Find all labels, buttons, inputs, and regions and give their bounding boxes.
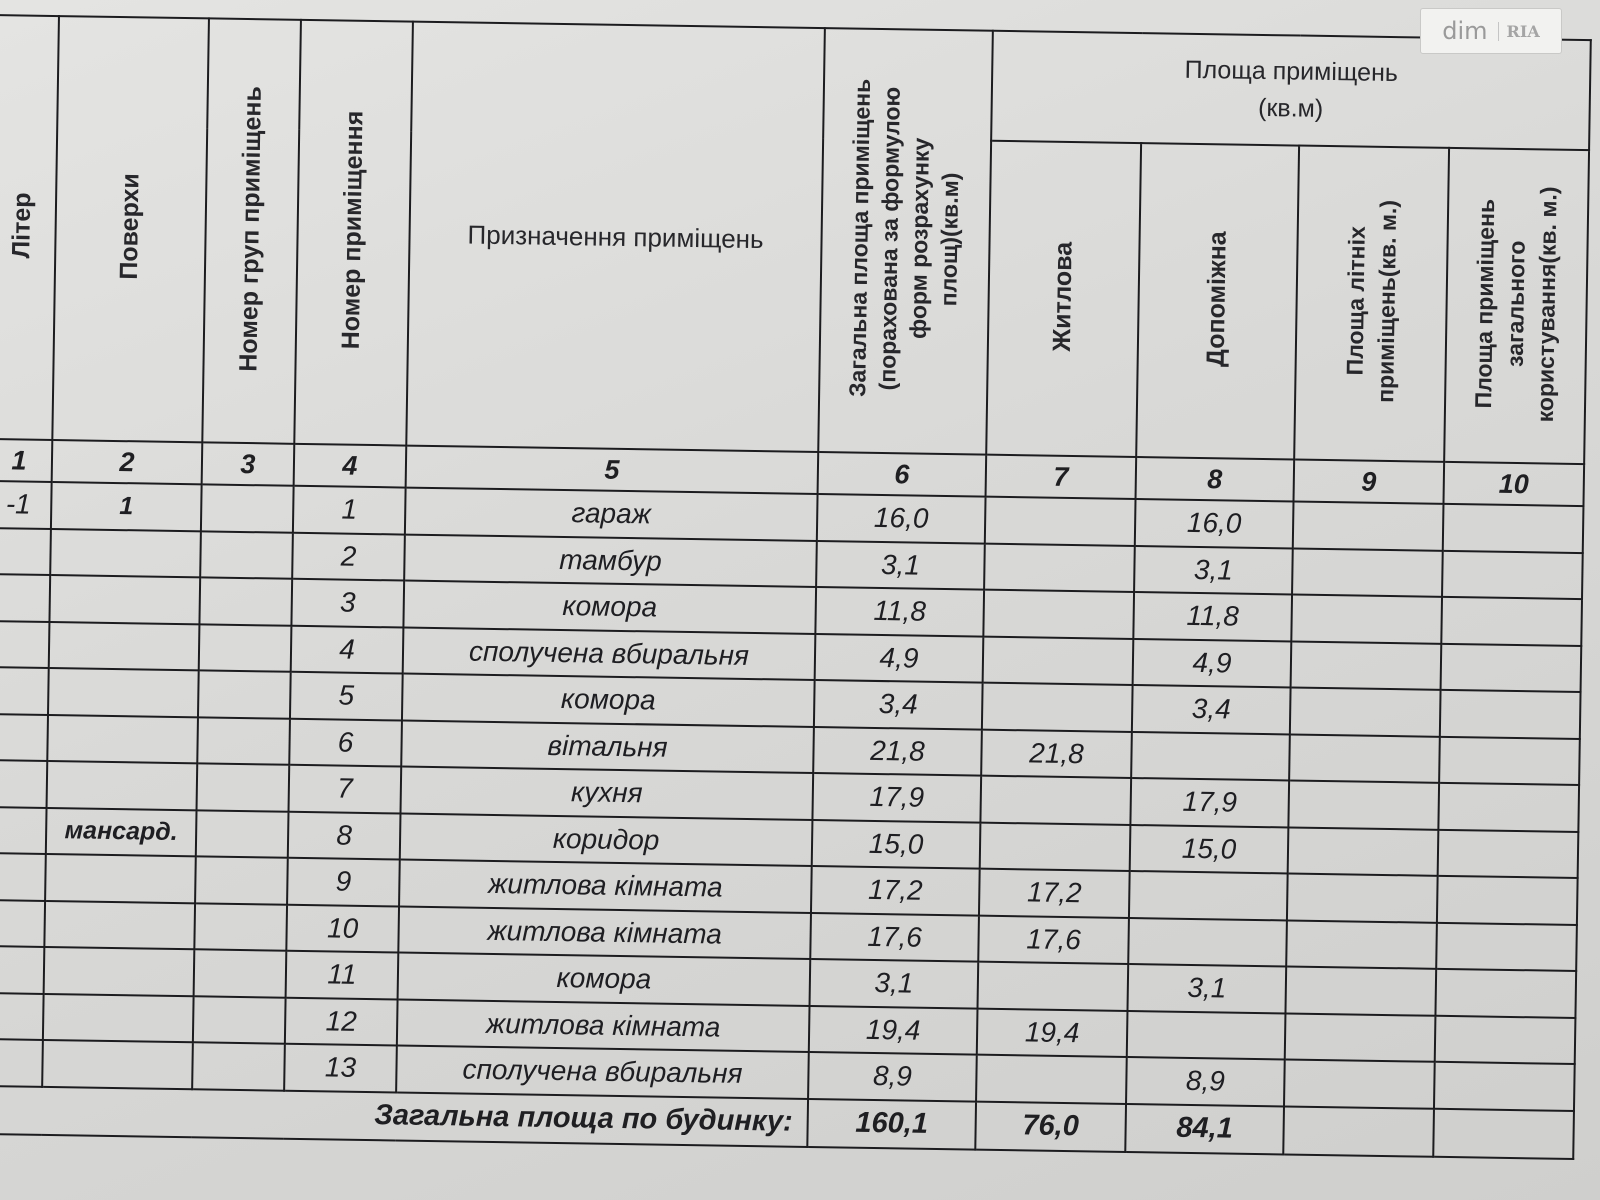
- row-auxiliary-area: 11,8: [1133, 592, 1292, 641]
- row-living-area: [985, 497, 1136, 546]
- summer-area-sum: [1283, 1106, 1434, 1156]
- row-living-area: [980, 776, 1131, 825]
- column-number: 4: [294, 444, 407, 488]
- watermark-brand: RIA: [1498, 22, 1540, 41]
- row-total-area: 8,9: [808, 1052, 977, 1101]
- row-floor: [44, 900, 195, 949]
- row-auxiliary-area: [1127, 1010, 1286, 1059]
- column-number: 3: [202, 442, 295, 485]
- row-living-area: 17,2: [979, 869, 1130, 918]
- row-total-area: 11,8: [815, 587, 984, 636]
- row-auxiliary-area: 15,0: [1130, 824, 1289, 873]
- row-total-area: 21,8: [813, 726, 982, 775]
- row-total-area: 17,6: [810, 912, 979, 961]
- row-common-area: [1439, 736, 1580, 785]
- row-living-area: [982, 683, 1133, 732]
- row-total-area: 3,4: [814, 680, 983, 729]
- row-group-number: [194, 949, 287, 997]
- header-total-area-line1: Загальна площа приміщень: [844, 78, 876, 398]
- row-floor: мансард.: [46, 807, 197, 856]
- row-auxiliary-area: 3,4: [1132, 685, 1291, 734]
- row-liter: [0, 806, 47, 854]
- row-floor: [42, 1040, 193, 1089]
- row-floor: [49, 575, 200, 624]
- column-number: 9: [1294, 460, 1445, 504]
- row-group-number: [196, 810, 289, 858]
- row-group-number: [200, 531, 293, 579]
- row-liter: [0, 713, 48, 761]
- row-total-area: 19,4: [809, 1005, 978, 1054]
- row-auxiliary-area: [1128, 917, 1287, 966]
- row-group-number: [192, 1042, 285, 1090]
- row-total-area: 17,9: [812, 773, 981, 822]
- header-living: Житлова: [986, 141, 1141, 457]
- row-group-number: [201, 484, 294, 532]
- row-common-area: [1435, 1015, 1576, 1064]
- row-liter: -1: [0, 481, 52, 529]
- row-summer-area: [1290, 687, 1441, 736]
- row-auxiliary-area: [1131, 731, 1290, 780]
- row-auxiliary-area: 17,9: [1130, 778, 1289, 827]
- row-common-area: [1441, 597, 1582, 646]
- row-auxiliary-area: [1129, 871, 1288, 920]
- row-summer-area: [1288, 827, 1439, 876]
- area-table-sheet: [0, 14, 1600, 1180]
- header-total-area-line4: площ)(кв.м): [935, 172, 964, 307]
- row-floor: [45, 854, 196, 903]
- header-liter: Літер: [0, 15, 59, 440]
- column-number: 7: [986, 455, 1137, 499]
- row-total-area: 16,0: [817, 494, 986, 543]
- row-total-area: 4,9: [815, 634, 984, 683]
- row-auxiliary-area: 3,1: [1134, 546, 1293, 595]
- row-liter: [0, 574, 50, 622]
- living-area-sum: 76,0: [975, 1101, 1126, 1151]
- row-floor: [47, 761, 198, 810]
- row-group-number: [195, 856, 288, 904]
- room-rows: [0, 481, 1583, 1111]
- row-auxiliary-area: 16,0: [1135, 499, 1294, 548]
- row-room-number: 7: [289, 765, 402, 813]
- row-summer-area: [1291, 641, 1442, 690]
- column-number: 5: [406, 446, 819, 494]
- row-living-area: [978, 962, 1129, 1011]
- row-liter: [0, 1039, 43, 1087]
- row-liter: [0, 853, 46, 901]
- row-common-area: [1443, 504, 1584, 553]
- row-common-area: [1440, 690, 1581, 739]
- watermark-text: dim: [1442, 17, 1488, 45]
- row-auxiliary-area: 8,9: [1126, 1057, 1285, 1106]
- row-purpose: сполучена вбиральня: [396, 1045, 809, 1098]
- row-floor: 1: [51, 482, 202, 531]
- row-purpose: вітальня: [401, 720, 814, 773]
- row-living-area: [976, 1055, 1127, 1104]
- row-purpose: сполучена вбиральня: [403, 627, 816, 680]
- row-room-number: 11: [286, 951, 399, 999]
- auxiliary-area-sum: 84,1: [1125, 1103, 1284, 1153]
- header-total-area-line3: форм розрахунку: [905, 138, 935, 340]
- row-purpose: комора: [402, 674, 815, 727]
- row-summer-area: [1286, 920, 1437, 969]
- row-summer-area: [1287, 873, 1438, 922]
- common-area-sum: [1433, 1108, 1574, 1158]
- row-purpose: житлова кімната: [399, 860, 812, 913]
- header-floors: Поверхи: [52, 16, 209, 442]
- column-number: 1: [0, 439, 52, 482]
- row-liter: [0, 527, 51, 575]
- row-common-area: [1435, 969, 1576, 1018]
- header-summer-area: Площа літніх приміщень(кв. м.): [1294, 146, 1449, 462]
- header-purpose: Призначення приміщень: [406, 22, 825, 452]
- row-floor: [48, 668, 199, 717]
- row-room-number: 10: [286, 904, 399, 952]
- row-purpose: гараж: [405, 488, 818, 541]
- row-living-area: [984, 543, 1135, 592]
- row-total-area: 3,1: [810, 959, 979, 1008]
- row-room-number: 3: [291, 579, 404, 627]
- room-area-table: [0, 14, 1592, 1159]
- row-auxiliary-area: 3,1: [1127, 964, 1286, 1013]
- row-room-number: 13: [284, 1044, 397, 1092]
- row-summer-area: [1289, 734, 1440, 783]
- row-purpose: житлова кімната: [397, 999, 810, 1052]
- row-floor: [44, 947, 195, 996]
- row-summer-area: [1284, 1059, 1435, 1108]
- row-auxiliary-area: 4,9: [1133, 639, 1292, 688]
- row-purpose: тамбур: [404, 534, 817, 587]
- row-common-area: [1436, 922, 1577, 971]
- row-common-area: [1438, 783, 1579, 832]
- row-liter: [0, 992, 44, 1040]
- row-group-number: [197, 717, 290, 765]
- row-living-area: [980, 822, 1131, 871]
- row-room-number: 6: [289, 718, 402, 766]
- row-purpose: кухня: [401, 767, 814, 820]
- row-purpose: комора: [398, 952, 811, 1005]
- row-common-area: [1438, 829, 1579, 878]
- row-common-area: [1437, 876, 1578, 925]
- row-living-area: 21,8: [981, 729, 1132, 778]
- header-common-area: Площа приміщень загального користування(кв. м.): [1444, 148, 1589, 464]
- row-room-number: 12: [285, 997, 398, 1045]
- row-total-area: 3,1: [816, 541, 985, 590]
- row-group-number: [194, 903, 287, 951]
- row-summer-area: [1292, 548, 1443, 597]
- dim-ria-watermark: [1420, 8, 1562, 54]
- row-summer-area: [1291, 594, 1442, 643]
- row-summer-area: [1293, 502, 1444, 551]
- row-living-area: [983, 636, 1134, 685]
- row-common-area: [1441, 643, 1582, 692]
- row-living-area: [983, 590, 1134, 639]
- row-liter: [0, 760, 47, 808]
- row-total-area: 15,0: [812, 819, 981, 868]
- row-purpose: комора: [403, 581, 816, 634]
- column-number: 8: [1136, 457, 1295, 501]
- header-total-area-line2: (порахована за формулою: [874, 86, 906, 391]
- row-room-number: 8: [288, 811, 401, 859]
- row-common-area: [1434, 1062, 1575, 1111]
- row-liter: [0, 620, 49, 668]
- column-number: 2: [52, 440, 203, 484]
- row-room-number: 4: [291, 625, 404, 673]
- header-area-group: Площа приміщень (кв.м): [991, 31, 1591, 150]
- row-group-number: [198, 670, 291, 718]
- row-liter: [0, 667, 49, 715]
- header-group-number: Номер груп приміщень: [202, 18, 301, 443]
- row-total-area: 17,2: [811, 866, 980, 915]
- row-summer-area: [1285, 966, 1436, 1015]
- row-living-area: 19,4: [977, 1008, 1128, 1057]
- row-group-number: [199, 577, 292, 625]
- row-living-area: 17,6: [978, 915, 1129, 964]
- header-room-number: Номер приміщення: [294, 20, 413, 446]
- row-room-number: 1: [293, 486, 406, 534]
- row-floor: [47, 714, 198, 763]
- row-room-number: 9: [287, 858, 400, 906]
- header-row: [0, 15, 1591, 150]
- row-floor: [49, 621, 200, 670]
- row-liter: [0, 899, 45, 947]
- row-room-number: 2: [292, 532, 405, 580]
- row-floor: [43, 993, 194, 1042]
- row-room-number: 5: [290, 672, 403, 720]
- header-total-area: [818, 28, 993, 455]
- row-group-number: [199, 624, 292, 672]
- header-auxiliary: Допоміжна: [1136, 143, 1299, 459]
- row-group-number: [193, 996, 286, 1044]
- total-area-sum: 160,1: [807, 1098, 976, 1149]
- row-liter: [0, 946, 44, 994]
- row-summer-area: [1285, 1013, 1436, 1062]
- row-common-area: [1442, 550, 1583, 599]
- row-group-number: [197, 763, 290, 811]
- row-floor: [50, 528, 201, 577]
- row-summer-area: [1288, 780, 1439, 829]
- row-purpose: коридор: [400, 813, 813, 866]
- column-number: 6: [818, 452, 987, 497]
- total-label: Загальна площа по будинку:: [0, 1085, 808, 1146]
- row-purpose: житлова кімната: [398, 906, 811, 959]
- column-number: 10: [1443, 462, 1584, 506]
